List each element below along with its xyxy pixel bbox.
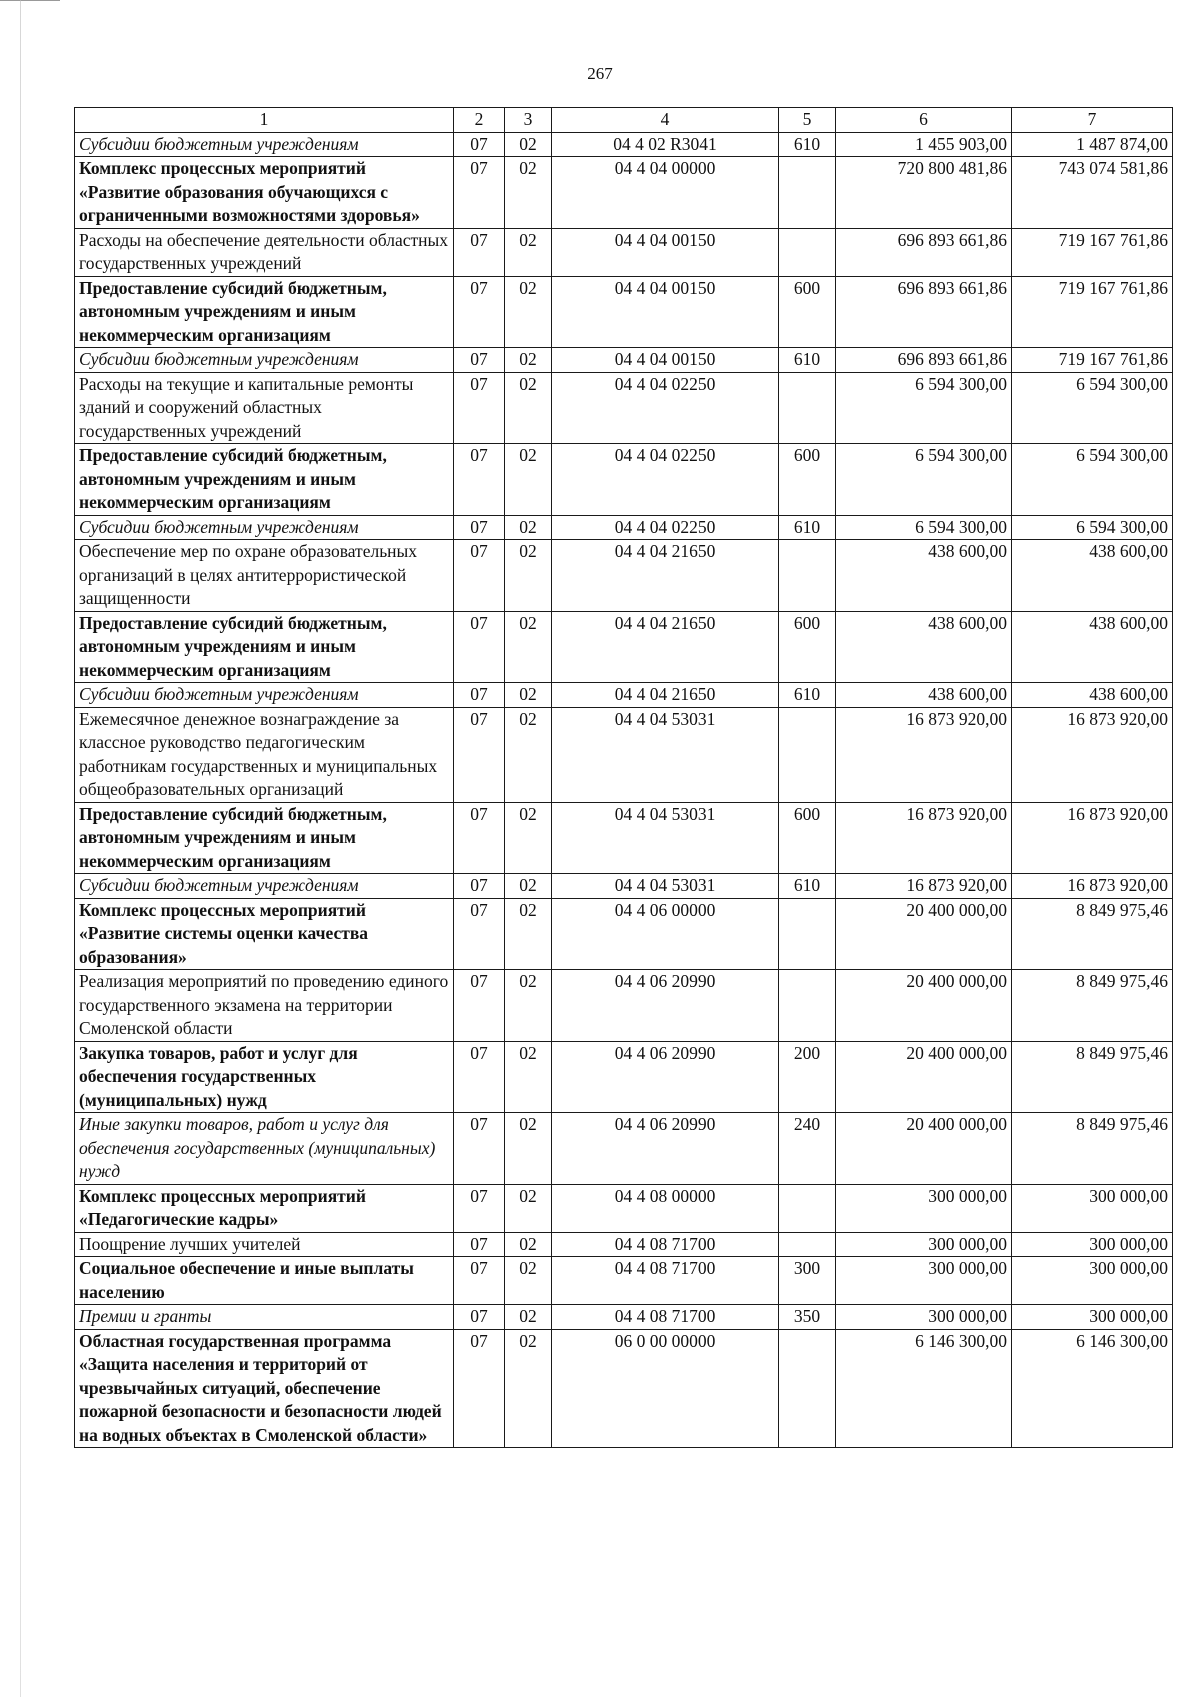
cell-section: 07 — [454, 276, 505, 348]
cell-amount-2: 438 600,00 — [1012, 683, 1173, 708]
cell-amount-2: 719 167 761,86 — [1012, 276, 1173, 348]
cell-name: Расходы на обеспечение деятельности областных государственных учреждений — [75, 228, 454, 276]
cell-amount-2: 8 849 975,46 — [1012, 1041, 1173, 1113]
cell-name: Предоставление субсидий бюджетным, автономным учреждениям и иным некоммерческим организациям — [75, 444, 454, 516]
cell-amount-1: 300 000,00 — [836, 1184, 1012, 1232]
cell-name: Поощрение лучших учителей — [75, 1232, 454, 1257]
cell-amount-1: 16 873 920,00 — [836, 802, 1012, 874]
table-row — [75, 1184, 1173, 1232]
cell-amount-1: 16 873 920,00 — [836, 874, 1012, 899]
table-row — [75, 970, 1173, 1042]
cell-amount-2: 719 167 761,86 — [1012, 228, 1173, 276]
cell-subsection: 02 — [505, 970, 552, 1042]
cell-section: 07 — [454, 1305, 505, 1330]
table-row — [75, 898, 1173, 970]
cell-name: Предоставление субсидий бюджетным, автономным учреждениям и иным некоммерческим организациям — [75, 802, 454, 874]
cell-expense-type: 240 — [779, 1113, 836, 1185]
cell-amount-2: 6 594 300,00 — [1012, 515, 1173, 540]
cell-amount-2: 300 000,00 — [1012, 1184, 1173, 1232]
cell-target-code: 04 4 04 53031 — [552, 874, 779, 899]
cell-amount-2: 300 000,00 — [1012, 1257, 1173, 1305]
cell-target-code: 04 4 08 71700 — [552, 1232, 779, 1257]
cell-amount-2: 8 849 975,46 — [1012, 1113, 1173, 1185]
cell-name: Комплекс процессных мероприятий «Педагогические кадры» — [75, 1184, 454, 1232]
cell-expense-type: 610 — [779, 132, 836, 157]
cell-name: Областная государственная программа «Защита населения и территорий от чрезвычайных ситуаций, обеспечение пожарной безопасности и безопасности людей на водных объектах в Смоленской области» — [75, 1329, 454, 1448]
cell-target-code: 04 4 04 21650 — [552, 683, 779, 708]
cell-section: 07 — [454, 802, 505, 874]
cell-amount-2: 16 873 920,00 — [1012, 874, 1173, 899]
cell-name: Предоставление субсидий бюджетным, автономным учреждениям и иным некоммерческим организациям — [75, 611, 454, 683]
cell-subsection: 02 — [505, 1113, 552, 1185]
cell-target-code: 04 4 04 02250 — [552, 372, 779, 444]
table-row — [75, 802, 1173, 874]
cell-amount-1: 6 146 300,00 — [836, 1329, 1012, 1448]
cell-section: 07 — [454, 1184, 505, 1232]
cell-target-code: 04 4 04 53031 — [552, 707, 779, 802]
table-header-row — [75, 108, 1173, 133]
cell-target-code: 04 4 08 71700 — [552, 1257, 779, 1305]
cell-subsection: 02 — [505, 1257, 552, 1305]
col-header-1: 1 — [75, 108, 454, 133]
cell-expense-type — [779, 372, 836, 444]
cell-amount-2: 6 594 300,00 — [1012, 372, 1173, 444]
cell-name: Комплекс процессных мероприятий «Развитие системы оценки качества образования» — [75, 898, 454, 970]
cell-target-code: 04 4 02 R3041 — [552, 132, 779, 157]
cell-section: 07 — [454, 157, 505, 229]
cell-target-code: 04 4 04 00150 — [552, 348, 779, 373]
cell-subsection: 02 — [505, 1329, 552, 1448]
cell-section: 07 — [454, 1257, 505, 1305]
cell-amount-1: 1 455 903,00 — [836, 132, 1012, 157]
cell-amount-1: 438 600,00 — [836, 611, 1012, 683]
cell-subsection: 02 — [505, 1041, 552, 1113]
cell-subsection: 02 — [505, 611, 552, 683]
cell-subsection: 02 — [505, 515, 552, 540]
cell-amount-2: 6 594 300,00 — [1012, 444, 1173, 516]
cell-amount-1: 300 000,00 — [836, 1232, 1012, 1257]
page-number: 267 — [587, 64, 613, 83]
cell-amount-1: 696 893 661,86 — [836, 276, 1012, 348]
cell-amount-2: 743 074 581,86 — [1012, 157, 1173, 229]
cell-name: Субсидии бюджетным учреждениям — [75, 132, 454, 157]
table-row — [75, 132, 1173, 157]
cell-target-code: 04 4 06 20990 — [552, 1041, 779, 1113]
cell-section: 07 — [454, 970, 505, 1042]
cell-target-code: 06 0 00 00000 — [552, 1329, 779, 1448]
cell-subsection: 02 — [505, 802, 552, 874]
table-row — [75, 276, 1173, 348]
cell-expense-type: 610 — [779, 683, 836, 708]
cell-subsection: 02 — [505, 898, 552, 970]
cell-name: Предоставление субсидий бюджетным, автономным учреждениям и иным некоммерческим организациям — [75, 276, 454, 348]
cell-subsection: 02 — [505, 1184, 552, 1232]
cell-name: Закупка товаров, работ и услуг для обеспечения государственных (муниципальных) нужд — [75, 1041, 454, 1113]
table-row — [75, 372, 1173, 444]
cell-target-code: 04 4 06 00000 — [552, 898, 779, 970]
cell-section: 07 — [454, 348, 505, 373]
cell-subsection: 02 — [505, 348, 552, 373]
cell-target-code: 04 4 08 71700 — [552, 1305, 779, 1330]
cell-subsection: 02 — [505, 683, 552, 708]
cell-section: 07 — [454, 1113, 505, 1185]
cell-amount-1: 20 400 000,00 — [836, 970, 1012, 1042]
table-row — [75, 348, 1173, 373]
cell-amount-2: 6 146 300,00 — [1012, 1329, 1173, 1448]
cell-target-code: 04 4 04 21650 — [552, 540, 779, 612]
cell-amount-1: 20 400 000,00 — [836, 1113, 1012, 1185]
cell-target-code: 04 4 04 00150 — [552, 228, 779, 276]
cell-name: Иные закупки товаров, работ и услуг для обеспечения государственных (муниципальных) нужд — [75, 1113, 454, 1185]
cell-amount-1: 720 800 481,86 — [836, 157, 1012, 229]
table-row — [75, 611, 1173, 683]
cell-expense-type: 600 — [779, 444, 836, 516]
cell-amount-2: 719 167 761,86 — [1012, 348, 1173, 373]
cell-subsection: 02 — [505, 444, 552, 516]
cell-target-code: 04 4 04 53031 — [552, 802, 779, 874]
col-header-2: 2 — [454, 108, 505, 133]
table-row — [75, 707, 1173, 802]
cell-subsection: 02 — [505, 276, 552, 348]
cell-subsection: 02 — [505, 540, 552, 612]
cell-amount-2: 8 849 975,46 — [1012, 970, 1173, 1042]
cell-expense-type — [779, 540, 836, 612]
cell-name: Субсидии бюджетным учреждениям — [75, 515, 454, 540]
cell-subsection: 02 — [505, 1232, 552, 1257]
cell-amount-1: 438 600,00 — [836, 683, 1012, 708]
cell-expense-type: 300 — [779, 1257, 836, 1305]
cell-section: 07 — [454, 898, 505, 970]
cell-amount-1: 438 600,00 — [836, 540, 1012, 612]
cell-amount-2: 300 000,00 — [1012, 1305, 1173, 1330]
table-row — [75, 157, 1173, 229]
cell-expense-type — [779, 707, 836, 802]
cell-expense-type — [779, 1329, 836, 1448]
cell-amount-1: 6 594 300,00 — [836, 444, 1012, 516]
cell-section: 07 — [454, 611, 505, 683]
cell-amount-1: 6 594 300,00 — [836, 372, 1012, 444]
cell-target-code: 04 4 04 00150 — [552, 276, 779, 348]
table-row — [75, 1113, 1173, 1185]
cell-target-code: 04 4 04 02250 — [552, 515, 779, 540]
cell-amount-1: 6 594 300,00 — [836, 515, 1012, 540]
cell-name: Субсидии бюджетным учреждениям — [75, 348, 454, 373]
cell-amount-1: 16 873 920,00 — [836, 707, 1012, 802]
scan-edge-mark — [0, 0, 60, 1]
cell-amount-1: 696 893 661,86 — [836, 228, 1012, 276]
col-header-4: 4 — [552, 108, 779, 133]
cell-subsection: 02 — [505, 132, 552, 157]
cell-amount-2: 16 873 920,00 — [1012, 707, 1173, 802]
cell-expense-type: 600 — [779, 276, 836, 348]
cell-section: 07 — [454, 228, 505, 276]
cell-amount-2: 438 600,00 — [1012, 540, 1173, 612]
cell-section: 07 — [454, 1041, 505, 1113]
table-row — [75, 1232, 1173, 1257]
cell-name: Социальное обеспечение и иные выплаты населению — [75, 1257, 454, 1305]
cell-subsection: 02 — [505, 874, 552, 899]
cell-amount-2: 300 000,00 — [1012, 1232, 1173, 1257]
table-body — [75, 132, 1173, 1448]
table-row — [75, 1305, 1173, 1330]
cell-expense-type — [779, 1232, 836, 1257]
cell-amount-1: 300 000,00 — [836, 1305, 1012, 1330]
cell-name: Комплекс процессных мероприятий «Развитие образования обучающихся с ограниченными возможностями здоровья» — [75, 157, 454, 229]
cell-section: 07 — [454, 707, 505, 802]
cell-section: 07 — [454, 683, 505, 708]
cell-amount-1: 300 000,00 — [836, 1257, 1012, 1305]
cell-section: 07 — [454, 515, 505, 540]
col-header-3: 3 — [505, 108, 552, 133]
cell-expense-type: 200 — [779, 1041, 836, 1113]
cell-expense-type: 610 — [779, 348, 836, 373]
table-row — [75, 444, 1173, 516]
col-header-7: 7 — [1012, 108, 1173, 133]
cell-expense-type — [779, 157, 836, 229]
table-row — [75, 515, 1173, 540]
cell-amount-1: 20 400 000,00 — [836, 1041, 1012, 1113]
cell-name: Ежемесячное денежное вознаграждение за классное руководство педагогическим работникам государственных и муниципальных общеобразовательных организаций — [75, 707, 454, 802]
cell-amount-2: 438 600,00 — [1012, 611, 1173, 683]
cell-target-code: 04 4 04 02250 — [552, 444, 779, 516]
table-row — [75, 683, 1173, 708]
cell-subsection: 02 — [505, 1305, 552, 1330]
cell-name: Субсидии бюджетным учреждениям — [75, 683, 454, 708]
cell-expense-type: 610 — [779, 515, 836, 540]
cell-section: 07 — [454, 540, 505, 612]
cell-expense-type — [779, 970, 836, 1042]
cell-subsection: 02 — [505, 707, 552, 802]
table-row — [75, 874, 1173, 899]
cell-target-code: 04 4 04 21650 — [552, 611, 779, 683]
cell-subsection: 02 — [505, 372, 552, 444]
table-row — [75, 1329, 1173, 1448]
cell-expense-type: 600 — [779, 802, 836, 874]
col-header-5: 5 — [779, 108, 836, 133]
cell-expense-type: 610 — [779, 874, 836, 899]
cell-expense-type — [779, 898, 836, 970]
cell-name: Премии и гранты — [75, 1305, 454, 1330]
cell-amount-2: 8 849 975,46 — [1012, 898, 1173, 970]
cell-target-code: 04 4 04 00000 — [552, 157, 779, 229]
cell-amount-2: 1 487 874,00 — [1012, 132, 1173, 157]
table-row — [75, 228, 1173, 276]
table-row — [75, 1257, 1173, 1305]
cell-name: Обеспечение мер по охране образовательных организаций в целях антитеррористической защищенности — [75, 540, 454, 612]
cell-section: 07 — [454, 1329, 505, 1448]
cell-subsection: 02 — [505, 157, 552, 229]
cell-subsection: 02 — [505, 228, 552, 276]
cell-expense-type — [779, 228, 836, 276]
cell-name: Расходы на текущие и капитальные ремонты зданий и сооружений областных государственных учреждений — [75, 372, 454, 444]
cell-section: 07 — [454, 132, 505, 157]
cell-target-code: 04 4 08 00000 — [552, 1184, 779, 1232]
cell-amount-1: 696 893 661,86 — [836, 348, 1012, 373]
scan-margin-line — [20, 0, 21, 1697]
cell-section: 07 — [454, 444, 505, 516]
cell-section: 07 — [454, 1232, 505, 1257]
col-header-6: 6 — [836, 108, 1012, 133]
cell-expense-type: 350 — [779, 1305, 836, 1330]
cell-section: 07 — [454, 874, 505, 899]
table-row — [75, 1041, 1173, 1113]
cell-target-code: 04 4 06 20990 — [552, 1113, 779, 1185]
cell-section: 07 — [454, 372, 505, 444]
cell-amount-2: 16 873 920,00 — [1012, 802, 1173, 874]
budget-table — [74, 107, 1173, 1448]
cell-name: Реализация мероприятий по проведению единого государственного экзамена на территории Смоленской области — [75, 970, 454, 1042]
cell-expense-type — [779, 1184, 836, 1232]
cell-name: Субсидии бюджетным учреждениям — [75, 874, 454, 899]
cell-amount-1: 20 400 000,00 — [836, 898, 1012, 970]
cell-target-code: 04 4 06 20990 — [552, 970, 779, 1042]
cell-expense-type: 600 — [779, 611, 836, 683]
table-row — [75, 540, 1173, 612]
